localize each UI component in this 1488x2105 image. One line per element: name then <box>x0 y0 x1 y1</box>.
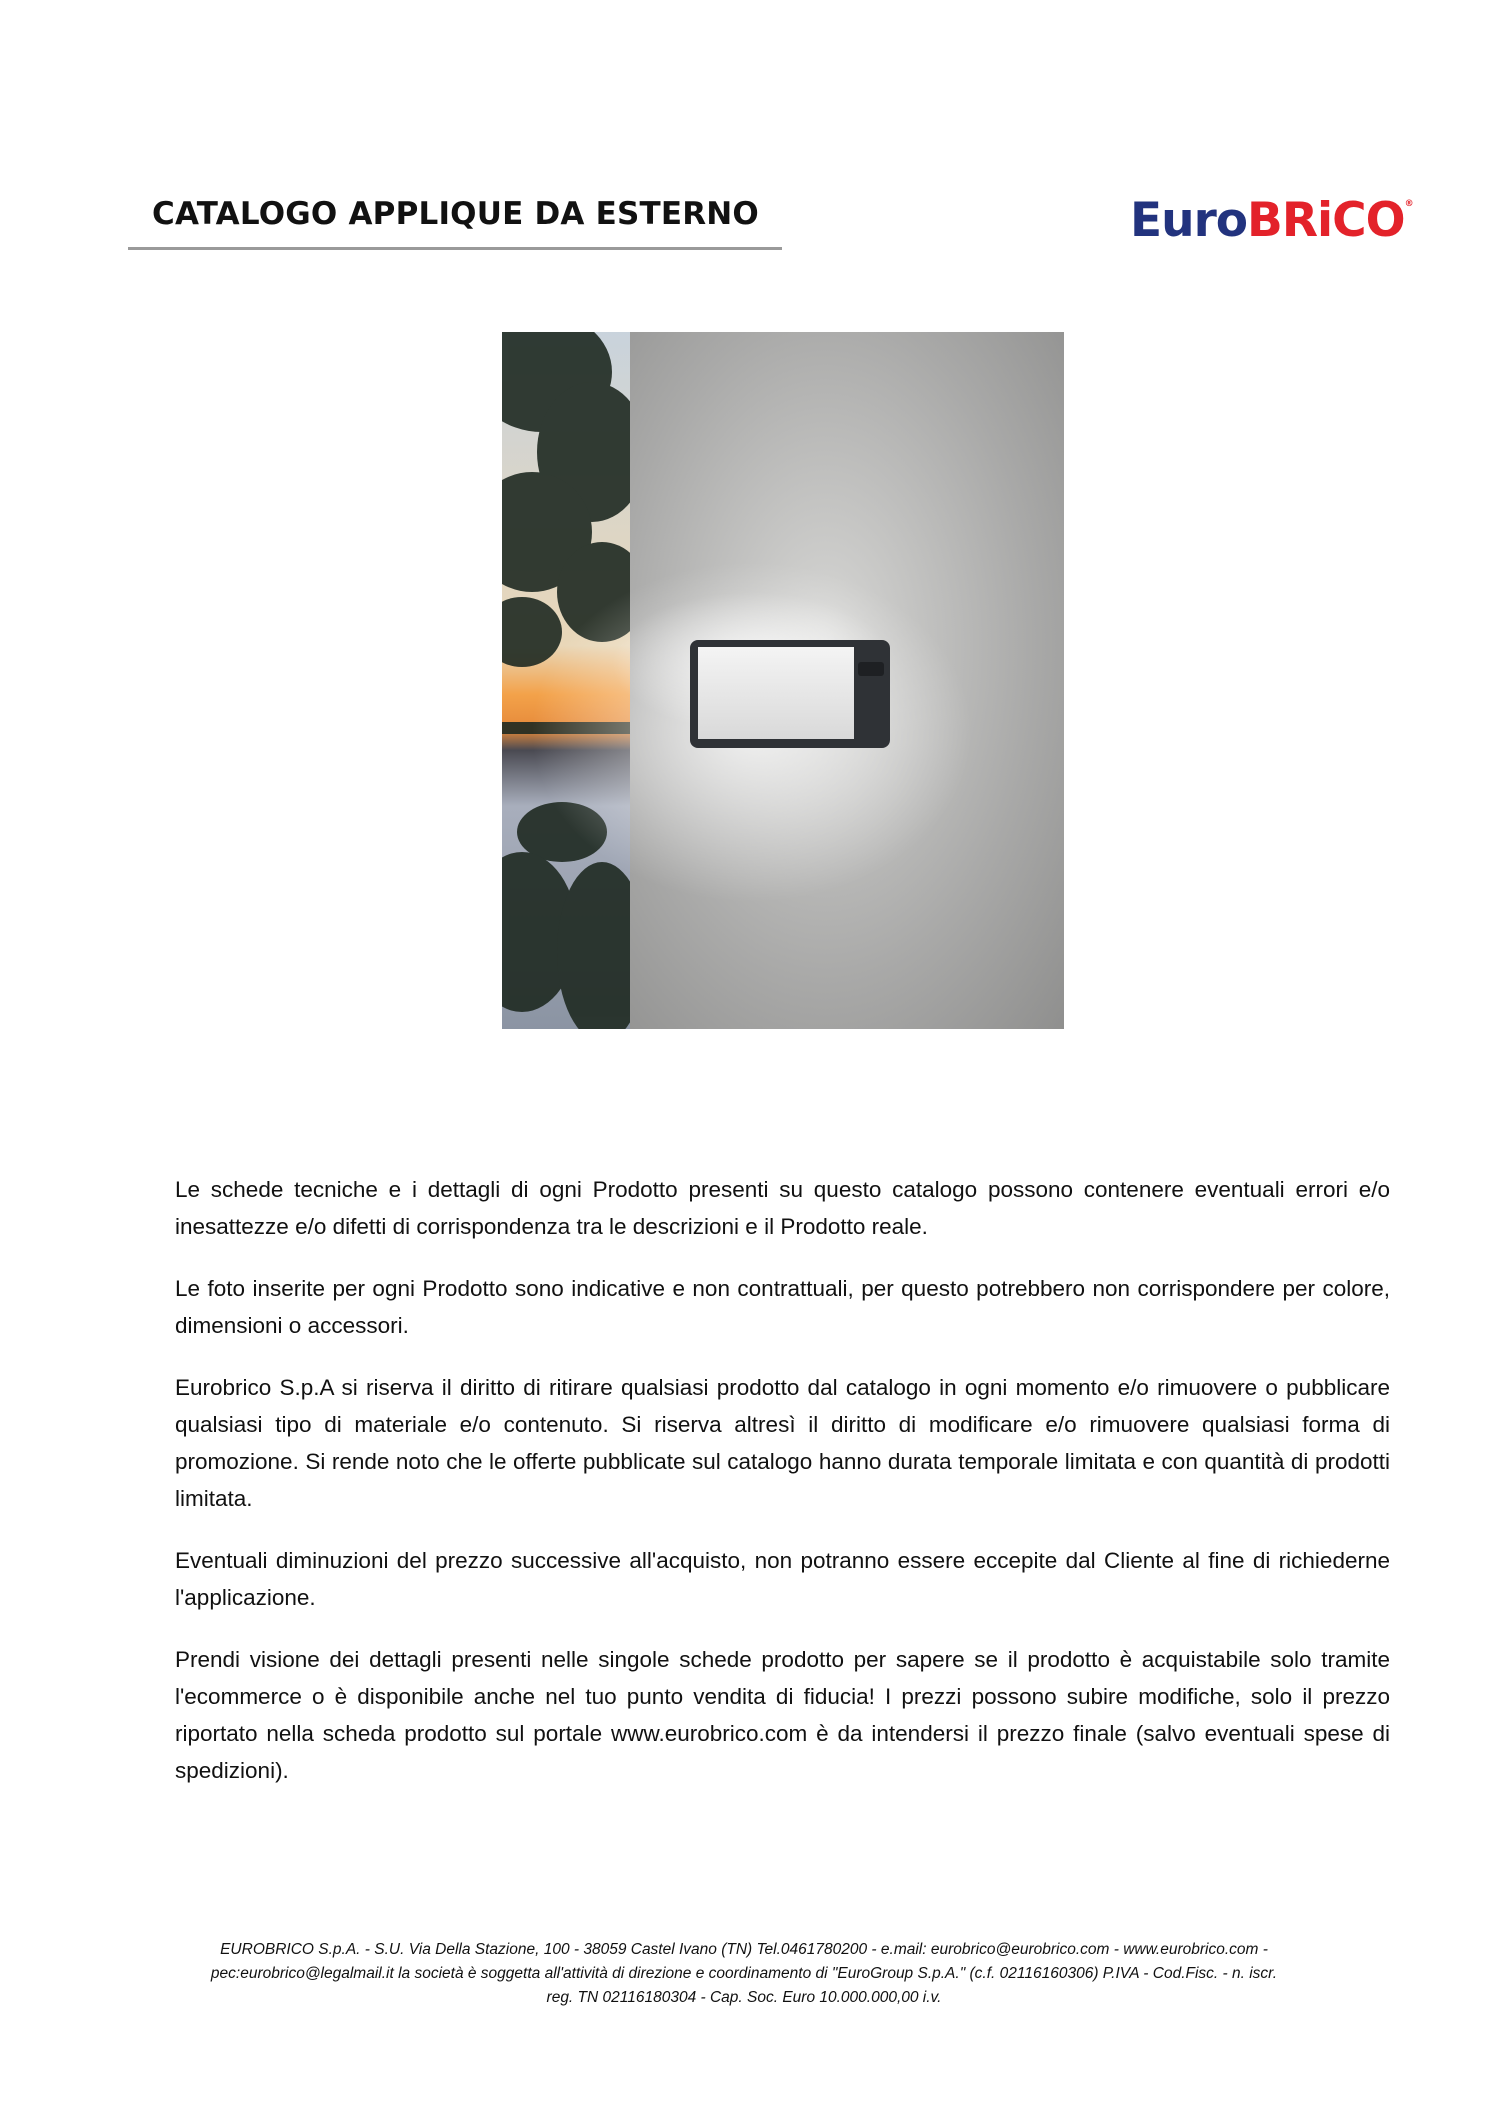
logo-brico: BRiCO <box>1247 193 1405 248</box>
footer-line: pec:eurobrico@legalmail.it la società è soggetta all'attività di direzione e coordinamento di "EuroGroup S.p.A." (c.f. 02116160306) P.IVA - Cod.Fisc. - n. iscr. <box>210 1965 1278 1982</box>
page-title: CATALOGO APPLIQUE DA ESTERNO <box>152 196 759 232</box>
logo-euro: Euro <box>1130 193 1248 248</box>
disclaimer-paragraph: Eurobrico S.p.A si riserva il diritto di ritirare qualsiasi prodotto dal catalogo in ogni momento e/o rimuovere o pubblicare qualsiasi tipo di materiale e/o contenuto. Si riserva altresì il diritto di modificare e/o rimuovere qualsiasi forma di promozione. Si rende noto che le offerte pubblicate sul catalogo hanno durata temporale limitata e con quantità di prodotti limitata. <box>175 1375 1390 1511</box>
eurobrico-logo <box>1130 193 1413 248</box>
company-footer <box>180 1938 1308 2010</box>
footer-line: reg. TN 02116180304 - Cap. Soc. Euro 10.000.000,00 i.v. <box>546 1989 942 2006</box>
footer-line: EUROBRICO S.p.A. - S.U. Via Della Stazione, 100 - 38059 Castel Ivano (TN) Tel.0461780200 - e.mail: eurobrico@eurobrico.com - www.eurobrico.com - <box>220 1941 1268 1958</box>
disclaimer-paragraph: Eventuali diminuzioni del prezzo successive all'acquisto, non potranno essere eccepite dal Cliente al fine di richiederne l'applicazione. <box>175 1548 1390 1610</box>
title-underline <box>128 247 782 250</box>
outdoor-wall-lamp-photo <box>502 332 1064 1029</box>
disclaimer-text <box>175 1171 1390 1814</box>
disclaimer-paragraph: Le foto inserite per ogni Prodotto sono indicative e non contrattuali, per questo potrebbero non corrispondere per colore, dimensioni o accessori. <box>175 1276 1390 1338</box>
disclaimer-paragraph: Prendi visione dei dettagli presenti nelle singole schede prodotto per sapere se il prodotto è acquistabile solo tramite l'ecommerce o è disponibile anche nel tuo punto vendita di fiducia! I prezzi possono subire modifiche, solo il prezzo riportato nella scheda prodotto sul portale www.eurobrico.com è da intendersi il prezzo finale (salvo eventuali spese di spedizioni). <box>175 1647 1390 1783</box>
logo-registered-mark: ® <box>1404 199 1413 209</box>
disclaimer-paragraph: Le schede tecniche e i dettagli di ogni Prodotto presenti su questo catalogo possono contenere eventuali errori e/o inesattezze e/o difetti di corrispondenza tra le descrizioni e il Prodotto reale. <box>175 1177 1390 1239</box>
